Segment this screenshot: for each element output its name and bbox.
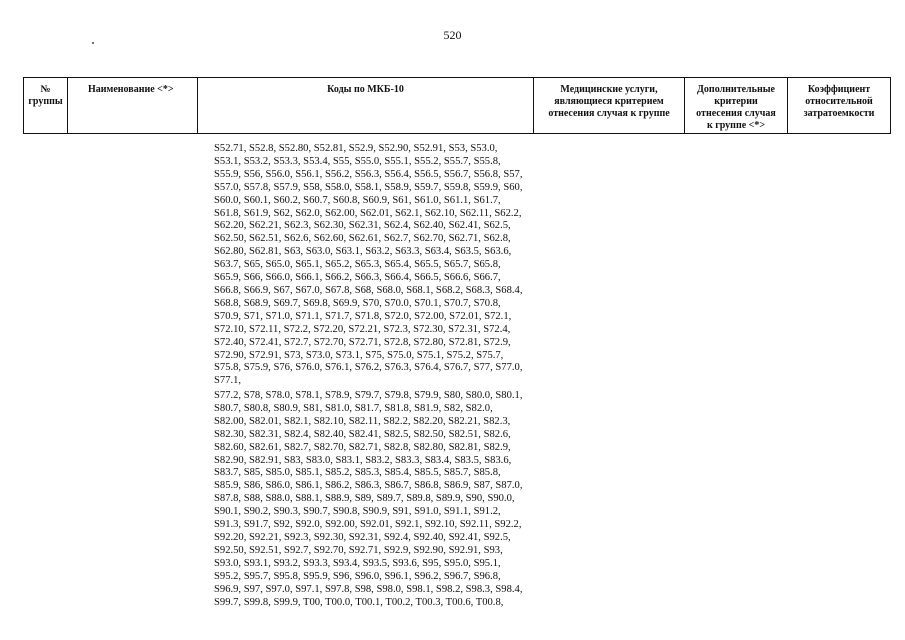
page-number: 520	[443, 28, 462, 42]
header-name-text: Наименование <*>	[88, 84, 174, 95]
header-cost-coefficient-text: Коэффициент относительной затратоемкости	[803, 84, 875, 119]
header-group-number-text: № группы	[28, 84, 63, 107]
header-cost-coefficient	[788, 78, 891, 134]
table-header	[23, 77, 891, 134]
header-icd-codes-text: Коды по МКБ-10	[327, 84, 404, 95]
icd-codes-block-1: S52.71, S52.8, S52.80, S52.81, S52.9, S52.90, S52.91, S53, S53.0, S53.1, S53.2, S53.3, S53.4, S55, S55.0, S55.1, S55.2, S55.7, S55.8, S55.9, S56, S56.0, S56.1, S56.2, S56.3, S56.4, S56.5, S56.7, S56.8, S57, S57.0, S57.8, S57.9, S58, S58.0, S58.1, S58.9, S59.7, S59.8, S59.9, S60, S60.0, S60.1, S60.2, S60.7, S60.8, S60.9, S61, S61.0, S61.1, S61.7, S61.8, S61.9, S62, S62.0, S62.00, S62.01, S62.1, S62.10, S62.11, S62.2, S62.20, S62.21, S62.3, S62.30, S62.31, S62.4, S62.40, S62.41, S62.5, S62.50, S62.51, S62.6, S62.60, S62.61, S62.7, S62.70, S62.71, S62.8, S62.80, S62.81, S63, S63.0, S63.1, S63.2, S63.3, S63.4, S63.5, S63.6, S63.7, S65, S65.0, S65.1, S65.2, S65.3, S65.4, S65.5, S65.7, S65.8, S65.9, S66, S66.0, S66.1, S66.2, S66.3, S66.4, S66.5, S66.6, S66.7, S66.8, S66.9, S67, S67.0, S67.8, S68, S68.0, S68.1, S68.2, S68.3, S68.4, S68.8, S68.9, S69.7, S69.8, S69.9, S70, S70.0, S70.1, S70.7, S70.8, S70.9, S71, S71.0, S71.1, S71.7, S71.8, S72.0, S72.00, S72.01, S72.1, S72.10, S72.11, S72.2, S72.20, S72.21, S72.3, S72.30, S72.31, S72.4, S72.40, S72.41, S72.7, S72.70, S72.71, S72.8, S72.80, S72.81, S72.9, S72.90, S72.91, S73, S73.0, S73.1, S75, S75.0, S75.1, S75.2, S75.7, S75.8, S75.9, S76, S76.0, S76.1, S76.2, S76.3, S76.4, S76.7, S77, S77.0, S77.1,	[214, 143, 523, 387]
header-icd-codes	[198, 78, 534, 134]
header-medical-services	[534, 78, 685, 134]
header-group-number	[24, 78, 68, 134]
header-name	[68, 78, 198, 134]
header-additional-criteria-text: Дополнительные критерии отнесения случая к группе <*>	[696, 84, 776, 131]
scan-speck	[92, 42, 94, 44]
header-medical-services-text: Медицинские услуги, являющиеся критерием отнесения случая к группе	[548, 84, 670, 119]
icd-codes-block-2: S77.2, S78, S78.0, S78.1, S78.9, S79.7, S79.8, S79.9, S80, S80.0, S80.1, S80.7, S80.8, S80.9, S81, S81.0, S81.7, S81.8, S81.9, S82, S82.0, S82.00, S82.01, S82.1, S82.10, S82.11, S82.2, S82.20, S82.21, S82.3, S82.30, S82.31, S82.4, S82.40, S82.41, S82.5, S82.50, S82.51, S82.6, S82.60, S82.61, S82.7, S82.70, S82.71, S82.8, S82.80, S82.81, S82.9, S82.90, S82.91, S83, S83.0, S83.1, S83.2, S83.3, S83.4, S83.5, S83.6, S83.7, S85, S85.0, S85.1, S85.2, S85.3, S85.4, S85.5, S85.7, S85.8, S85.9, S86, S86.0, S86.1, S86.2, S86.3, S86.7, S86.8, S86.9, S87, S87.0, S87.8, S88, S88.0, S88.1, S88.9, S89, S89.7, S89.8, S89.9, S90, S90.0, S90.1, S90.2, S90.3, S90.7, S90.8, S90.9, S91, S91.0, S91.1, S91.2, S91.3, S91.7, S92, S92.0, S92.00, S92.01, S92.1, S92.10, S92.11, S92.2, S92.20, S92.21, S92.3, S92.30, S92.31, S92.4, S92.40, S92.41, S92.5, S92.50, S92.51, S92.7, S92.70, S92.71, S92.9, S92.90, S92.91, S93, S93.0, S93.1, S93.2, S93.3, S93.4, S93.5, S93.6, S95, S95.0, S95.1, S95.2, S95.7, S95.8, S95.9, S96, S96.0, S96.1, S96.2, S96.7, S96.8, S96.9, S97, S97.0, S97.1, S97.8, S98, S98.0, S98.1, S98.2, S98.3, S98.4, S99.7, S99.8, S99.9, T00, T00.0, T00.1, T00.2, T00.3, T00.6, T00.8,	[214, 390, 523, 608]
header-additional-criteria	[685, 78, 788, 134]
